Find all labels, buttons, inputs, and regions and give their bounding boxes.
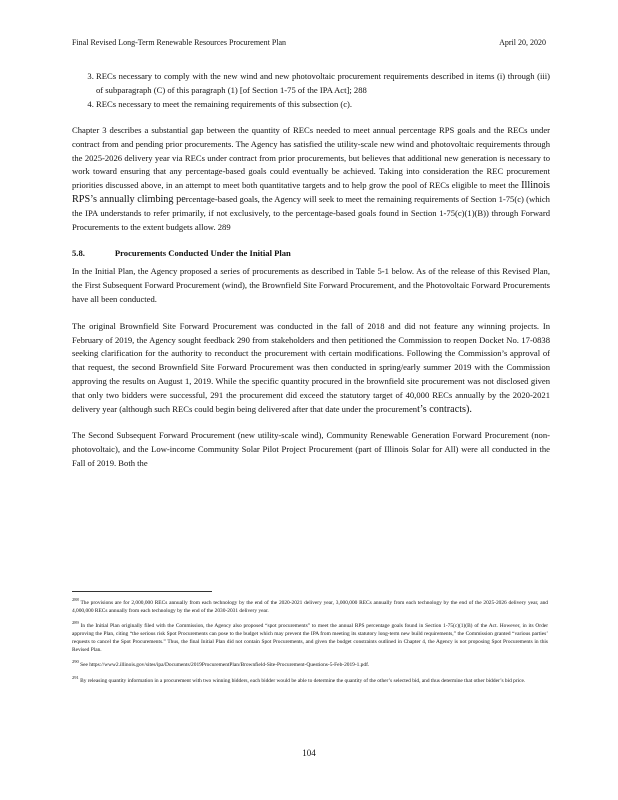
body-text — [72, 70, 550, 484]
paragraph: The original Brownfield Site Forward Procurement was conducted in the fall of 2018 and did not feature any winning projects. In February of 2019, the Agency sought feedback 290 from stakeholders and then petitioned the Commission to reopen Docket No. 17-0838 seeking clarification for the authority to reconduct the procurement with certain modifications. Following the Commission’s approval of that request, the second Brownfield Site Forward Procurement was then conducted in spring/early summer 2019 with the Commission approving the results on August 1, 2019. While the specific quantity procured in the brownfield site procurement was not disclosed given that only two bidders were successful, 291 the procurement did exceed the statutory target of 40,000 RECs annually by the 2020-2021 delivery year (although such RECs could begin being delivered after that date under the procurement’s contracts). — [72, 320, 550, 416]
header-title: Final Revised Long-Term Renewable Resources Procurement Plan — [72, 38, 287, 47]
list-item: 3. RECs necessary to comply with the new wind and new photovoltaic procurement requirements described in items (i) through (iii) of subparagraph (C) of this paragraph (1) [of Section 1-75 of the IPA Act]; 288 — [96, 70, 550, 98]
paragraph: The Second Subsequent Forward Procurement (new utility-scale wind), Community Renewable Generation Forward Procurement (non-photovoltaic), and the Low-income Community Solar Pilot Project Procurement (part of Illinois Solar for All) were all conducted in the Fall of 2019. Both the — [72, 430, 550, 469]
header-date: April 20, 2020 — [499, 38, 546, 47]
paragraph: Chapter 3 describes a substantial gap between the quantity of RECs needed to meet annual percentage RPS goals and the RECs under contract from and pending prior procurements. The Agency has satisfied the utility-scale new wind and photovoltaic requirements through the 2025-2026 delivery year via RECs under contract from prior procurements, but believes that additional new generation is necessary to work toward ensuring that any percentage-based goals could eventually be achieved. Taking into consideration the REC procurement priorities discussed above, in an attempt to meet both quantitative targets and to help grow the pool of RECs eligible to meet the Illinois RPS’s annually climbing percentage-based goals, the Agency will seek to meet the remaining requirements of Section 1-75(c) (which the IPA understands to refer primarily, if not exclusively, to the percentage-based goals found in Section 1-75(c)(1)(B)) through Forward Procurements to the extent budgets allow. 289 — [72, 124, 551, 233]
enlarged-text: Illinois RPS’s annually climbing pe — [72, 180, 551, 206]
requirements-list — [72, 70, 550, 112]
running-header — [72, 38, 546, 47]
footnote: $^{289}$ In the Initial Plan originally filed with the Commission, the Agency also proposed “spot procurements” to meet the annual RPS percentage goals found in Section 1-75(c)(1)(B) of the Act. However, in its Order approving the Plan, citing “the serious risk Spot Procurements can pose to the budget which may prevent the IPA from meeting its statutory long-term new build requirements,” the Commission granted “various parties’ requests to cancel the Spot Procurements.” Thus, the final Initial Plan did not contain Spot Procurements, and given the budget constraints outlined in Chapter 4, the Agency is not proposing Spot Procurements in this Revised Plan. — [72, 620, 548, 653]
footnote: $^{291}$ By releasing quantity information in a procurement with two winning bidders, each bidder would be able to determine the quantity of the other’s selected bid, and thus determine that other bidder’s bid price. — [72, 674, 526, 684]
footnote-rule — [72, 591, 212, 592]
section-number: 5.8. — [72, 248, 85, 259]
section-title: Procurements Conducted Under the Initial Plan — [114, 248, 291, 259]
footnote: $^{288}$ The provisions are for 2,000,000 RECs annually from each technology by the end of the 2020-2021 delivery year, 3,000,000 RECs annually from each technology by the end of the 2025-2026 delivery year, and 4,000,000 RECs annually from each technology by the end of the 2030-2031 delivery year. — [72, 597, 548, 614]
footnote: $^{290}$ See https://www2.illinois.gov/sites/ipa/Documents/2019ProcurementPlan/Brownfield-Site-Procurement-Questions-5-Feb-2019-1.pdf. — [72, 659, 370, 669]
footnotes — [72, 596, 548, 690]
section-heading — [72, 247, 550, 261]
page-number: 104 — [302, 748, 316, 758]
paragraph: In the Initial Plan, the Agency proposed a series of procurements as described in Table 5-1 below. As of the release of this Revised Plan, the First Subsequent Forward Procurement (wind), the Brownfield Site Forward Procurement, and the Photovoltaic Forward Procurements have all been conducted. — [72, 266, 550, 305]
list-item: 4. RECs necessary to meet the remaining requirements of this subsection (c). — [96, 98, 550, 112]
enlarged-text: t’s contracts). — [417, 404, 472, 416]
footnote-link[interactable]: See https://www2.illinois.gov/sites/ipa/Documents/2019ProcurementPlan/Brownfield-Site-Procurement-Questions-5-Feb-2019-1.pdf. — [80, 662, 370, 669]
